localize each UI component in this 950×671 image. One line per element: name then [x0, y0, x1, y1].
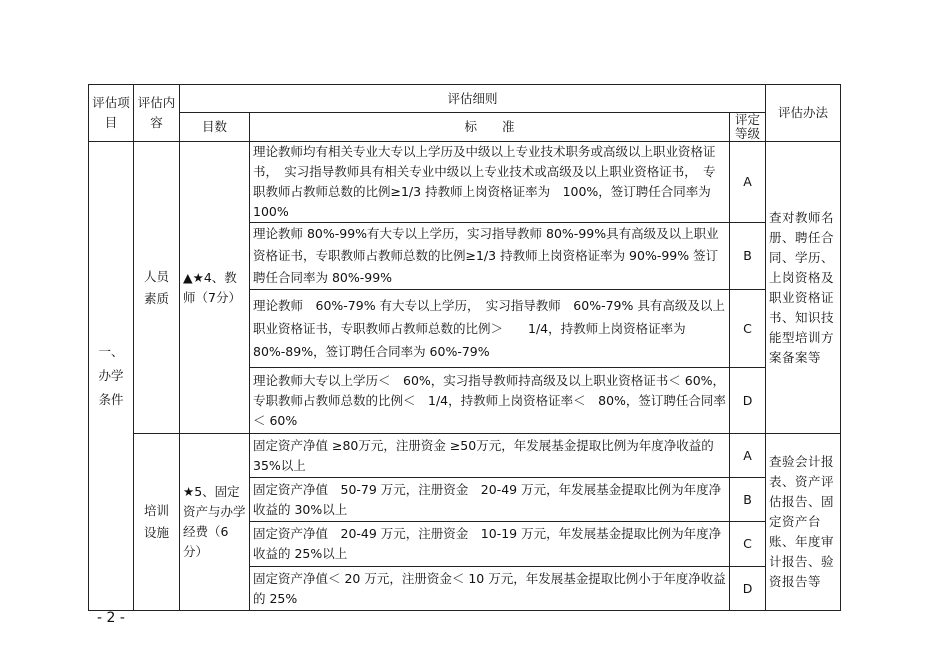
grade-cell: D — [730, 368, 766, 434]
method-cell: 查对教师名册、聘任合同、学历、上岗资格及职业资格证书、知识技能型培训方案备案等 — [766, 142, 841, 434]
standard-cell: 固定资产净值 ≥80万元，注册资金 ≥50万元，年发展基金提取比例为年度净收益的 35%以上 — [250, 434, 730, 478]
header-standard: 标 准 — [250, 113, 730, 142]
header-detail: 评估细则 — [180, 85, 766, 113]
header-grade: 评定等级 — [730, 113, 766, 142]
standard-cell: 理论教师大专以上学历＜ 60%，实习指导教师持高级及以上职业资格证书＜ 60%，专职教师占教师总数的比例＜ 1/4，持教师上岗资格证率＜ 80%，签订聘任合同率＜ 60% — [250, 368, 730, 434]
standard-cell: 理论教师 60%-79% 有大专以上学历， 实习指导教师 60%-79% 具有高级及以上职业资格证书，专职教师占教师总数的比例＞ 1/4，持教师上岗资格证率为 80%-89%，签订聘任合同率为 60%-79% — [250, 290, 730, 368]
header-mu: 目数 — [180, 113, 250, 142]
grade-cell: A — [730, 434, 766, 478]
header-method: 评估办法 — [766, 85, 841, 142]
header-content: 评估内容 — [134, 85, 180, 142]
grade-cell: A — [730, 142, 766, 223]
standard-cell: 固定资产净值 20-49 万元，注册资金 10-19 万元，年发展基金提取比例为年度净收益的 25%以上 — [250, 522, 730, 567]
grade-cell: C — [730, 522, 766, 567]
header-item: 评估项目 — [89, 85, 134, 142]
page-number: - 2 - — [97, 610, 125, 626]
content-cell: 培训设施 — [134, 434, 180, 611]
evaluation-table — [88, 84, 841, 611]
standard-cell: 理论教师均有相关专业大专以上学历及中级以上专业技术职务或高级以上职业资格证书， 实习指导教师具有相关专业中级以上专业技术或高级及以上职业资格证书， 专职教师占教师总数的比例≥1/3 持教师上岗资格证率为 100%，签订聘任合同率为 100% — [250, 142, 730, 223]
standard-cell: 固定资产净值 50-79 万元，注册资金 20-49 万元，年发展基金提取比例为年度净收益的 30%以上 — [250, 478, 730, 522]
content-cell: 人员素质 — [134, 142, 180, 434]
section-item: 一、办学条件 — [89, 142, 134, 611]
grade-cell: C — [730, 290, 766, 368]
mu-cell: ▲★4、教师（7分） — [180, 142, 250, 434]
standard-cell: 固定资产净值＜ 20 万元，注册资金＜ 10 万元，年发展基金提取比例小于年度净收益的 25% — [250, 567, 730, 611]
grade-cell: D — [730, 567, 766, 611]
method-cell: 查验会计报表、资产评估报告、固定资产台账、年度审计报告、验资报告等 — [766, 434, 841, 611]
grade-cell: B — [730, 223, 766, 290]
standard-cell: 理论教师 80%-99%有大专以上学历，实习指导教师 80%-99%具有高级及以上职业资格证书，专职教师占教师总数的比例≥1/3 持教师上岗资格证率为 90%-99% 签订聘任合同率为 80%-99% — [250, 223, 730, 290]
grade-cell: B — [730, 478, 766, 522]
mu-cell: ★5、固定资产与办学经费（6分） — [180, 434, 250, 611]
